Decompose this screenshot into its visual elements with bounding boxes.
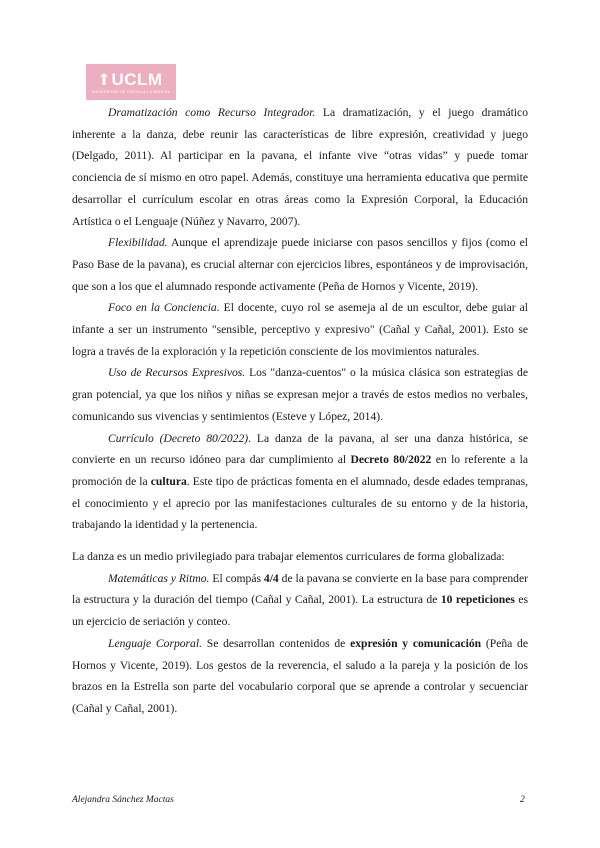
paragraph-text: El compás bbox=[209, 571, 264, 585]
paragraph-recursos bbox=[72, 362, 528, 427]
logo-text: UCLM bbox=[111, 69, 163, 89]
logo-subtitle: UNIVERSIDAD DE CASTILLA-LA MANCHA bbox=[91, 89, 171, 94]
intro-line: La danza es un medio privilegiado para trabajar elementos curriculares de forma globalizada: bbox=[72, 550, 505, 564]
paragraph-text: . Este tipo de prácticas fomenta en el alumnado, desde edades tempranas, el conocimiento y el aprecio por las manifestaciones culturales de su entorno y de la historia, trabajando la identidad y la pertenencia. bbox=[72, 474, 528, 532]
bold-term: expresión y comunicación bbox=[350, 636, 482, 650]
paragraph-text: . La danza de la pavana, al ser una danza histórica, se convierte en un recurso idóneo para dar cumplimiento al bbox=[72, 431, 528, 467]
paragraph-title: Flexibilidad. bbox=[108, 236, 168, 250]
bold-term: cultura bbox=[150, 474, 187, 488]
paragraph-lenguaje bbox=[72, 633, 528, 720]
paragraph-matematicas bbox=[72, 568, 528, 633]
paragraph-text: es un ejercicio de seriación y conteo. bbox=[72, 593, 528, 629]
paragraph-text: (Peña de Hornos y Vicente, 2019). Los gestos de la reverencia, el saludo a la pareja y la posición de los brazos en la Estrella son parte del vocabulario corporal que se aprende a controlar y secuenciar (Cañal y Cañal, 2001). bbox=[72, 636, 528, 715]
paragraph-foco bbox=[72, 297, 528, 362]
paragraph-text: Aunque el aprendizaje puede iniciarse con pasos sencillos y fijos (como el Paso Base de la pavana), es crucial alternar con ejercicios libres, espontáneos y de improvisación, que son a los que el alumnado responde activamente (Peña de Hornos y Vicente, 2019). bbox=[72, 236, 528, 293]
paragraph-text: Se desarrollan contenidos de bbox=[201, 636, 351, 650]
logo-row bbox=[99, 71, 162, 88]
bold-term: 10 repeticiones bbox=[440, 593, 515, 607]
document-body bbox=[72, 102, 528, 720]
paragraph-title: Dramatización como Recurso Integrador. bbox=[108, 106, 316, 119]
paragraph-title: Matemáticas y Ritmo. bbox=[108, 571, 210, 585]
university-emblem-icon bbox=[99, 72, 109, 86]
paragraph-text: de la pavana se convierte en la base para comprender la estructura y la duración del tiempo (Cañal y Cañal, 2001). La estructura de bbox=[72, 571, 528, 607]
uclm-logo bbox=[86, 64, 176, 100]
page-number: 2 bbox=[520, 795, 525, 805]
paragraph-title: Lenguaje Corporal. bbox=[108, 636, 202, 650]
paragraph-dramatizacion bbox=[72, 102, 528, 232]
paragraph-curriculo bbox=[72, 428, 528, 537]
bold-term: Decreto 80/2022 bbox=[350, 453, 432, 467]
paragraph-text: Los "danza-cuentos" o la música clásica son estrategias de gran potencial, ya que los niños y niñas se expresan mejor a través de estos medios no verbales, comunicando sus vivencias y sentimientos (Esteve y López, 2014). bbox=[72, 366, 528, 423]
bold-term: 4/4 bbox=[263, 571, 279, 585]
footer-author: Alejandra Sánchez Mactas bbox=[72, 795, 174, 805]
paragraph-flexibilidad bbox=[72, 232, 528, 297]
paragraph-title: Foco en la Conciencia. bbox=[108, 301, 220, 315]
paragraph-text: El docente, cuyo rol se asemeja al de un escultor, debe guiar al infante a ser un instrumento "sensible, perceptivo y expresivo" (Cañal y Cañal, 2001). Esto se logra a través de la exploración y la repetición consciente de los movimientos naturales. bbox=[72, 301, 528, 358]
paragraph-title: Currículo (Decreto 80/2022) bbox=[108, 431, 249, 445]
paragraph-text: La dramatización, y el juego dramático inherente a la danza, debe reunir las características de libre expresión, creatividad y juego (Delgado, 2011). Al participar en la pavana, el infante vive “otras vidas” y puede tomar conciencia de sí mismo en otro papel. Además, constituye una herramienta educativa que permite desarrollar el currículum escolar en otras áreas como la Expresión Corporal, la Educación Artística o el Lenguaje (Núñez y Navarro, 2007). bbox=[72, 106, 528, 228]
paragraph-title: Uso de Recursos Expresivos. bbox=[108, 366, 246, 380]
paragraph-text: en lo referente a la promoción de la bbox=[72, 453, 528, 488]
